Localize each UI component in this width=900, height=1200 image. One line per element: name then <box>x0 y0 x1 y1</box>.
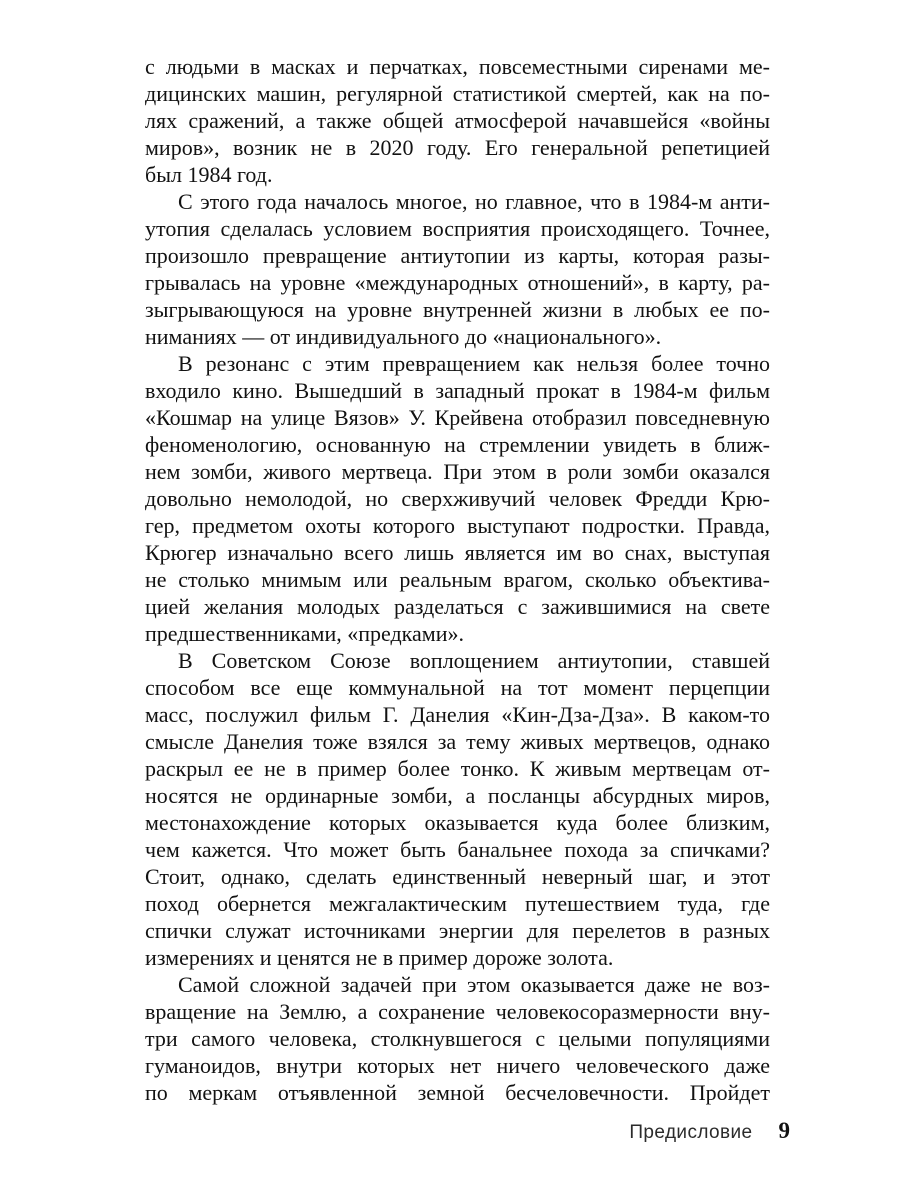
text-line: измерениях и ценятся не в пример дороже золота. <box>145 945 614 970</box>
text-line: смысле Данелия тоже взялся за тему живых мертвецов, однако <box>145 729 770 754</box>
text-line: был 1984 год. <box>145 162 273 187</box>
text-line: В Советском Союзе воплощением антиутопии, ставшей <box>178 648 770 673</box>
text-line: гер, предметом охоты которого выступают подростки. Правда, <box>145 513 770 538</box>
text-line: местонахождение которых оказывается куда более близким, <box>145 810 770 835</box>
text-line: лях сражений, а также общей атмосферой начавшейся «войны <box>145 108 770 133</box>
text-line: «Кошмар на улице Вязов» У. Крейвена отобразил повседневную <box>145 405 770 430</box>
text-line: дицинских машин, регулярной статистикой смертей, как на по- <box>145 81 770 106</box>
text-line: три самого человека, столкнувшегося с целыми популяциями <box>145 1026 770 1051</box>
text-line: зыгрывающуюся на уровне внутренней жизни в любых ее по- <box>145 297 770 322</box>
text-line: В резонанс с этим превращением как нельзя более точно <box>178 351 770 376</box>
paragraph <box>145 53 770 188</box>
paragraph <box>145 350 770 647</box>
text-line: вращение на Землю, а сохранение человекосоразмерности вну- <box>145 999 770 1024</box>
text-line: по меркам отъявленной земной бесчеловечности. Пройдет <box>145 1080 770 1105</box>
text-line: спички служат источниками энергии для перелетов в разных <box>145 918 770 943</box>
text-line: произошло превращение антиутопии из карты, которая разы- <box>145 243 770 268</box>
page-number: 9 <box>778 1118 790 1143</box>
text-line: чем кажется. Что может быть банальнее похода за спичками? <box>145 837 770 862</box>
body-text <box>145 53 770 1106</box>
text-line: способом все еще коммунальной на тот момент перцепции <box>145 675 770 700</box>
text-line: нем зомби, живого мертвеца. При этом в роли зомби оказался <box>145 459 770 484</box>
text-line: Стоит, однако, сделать единственный неверный шаг, и этот <box>145 864 770 889</box>
text-line: с людьми в масках и перчатках, повсеместными сиренами ме- <box>145 54 770 79</box>
section-title: Предисловие <box>629 1122 753 1143</box>
text-line: утопия сделалась условием восприятия происходящего. Точнее, <box>145 216 770 241</box>
text-line: Крюгер изначально всего лишь является им во снах, выступая <box>145 540 770 565</box>
text-line: Самой сложной задачей при этом оказывается даже не воз- <box>178 972 770 997</box>
text-line: входило кино. Вышедший в западный прокат в 1984-м фильм <box>145 378 770 403</box>
text-line: раскрыл ее не в пример более тонко. К живым мертвецам от- <box>145 756 770 781</box>
text-line: С этого года началось многое, но главное, что в 1984-м анти- <box>178 189 770 214</box>
text-line: гуманоидов, внутри которых нет ничего человеческого даже <box>145 1053 770 1078</box>
paragraph <box>145 188 770 350</box>
running-footer <box>629 1118 790 1144</box>
text-line: предшественниками, «предками». <box>145 621 464 646</box>
text-line: не столько мнимым или реальным врагом, сколько объектива- <box>145 567 770 592</box>
text-line: поход обернется межгалактическим путешествием туда, где <box>145 891 770 916</box>
text-line: миров», возник не в 2020 году. Его генеральной репетицией <box>145 135 770 160</box>
text-line: носятся не ординарные зомби, а посланцы абсурдных миров, <box>145 783 770 808</box>
text-line: довольно немолодой, но сверхживучий человек Фредди Крю- <box>145 486 770 511</box>
text-line: цией желания молодых разделаться с зажившимися на свете <box>145 594 770 619</box>
text-line: масс, послужил фильм Г. Данелия «Кин-Дза-Дза». В каком-то <box>145 702 770 727</box>
text-line: грывалась на уровне «международных отношений», в карту, ра- <box>145 270 770 295</box>
text-line: феноменологию, основанную на стремлении увидеть в ближ- <box>145 432 770 457</box>
text-line: ниманиях — от индивидуального до «национального». <box>145 324 662 349</box>
paragraph <box>145 971 770 1106</box>
paragraph <box>145 647 770 971</box>
